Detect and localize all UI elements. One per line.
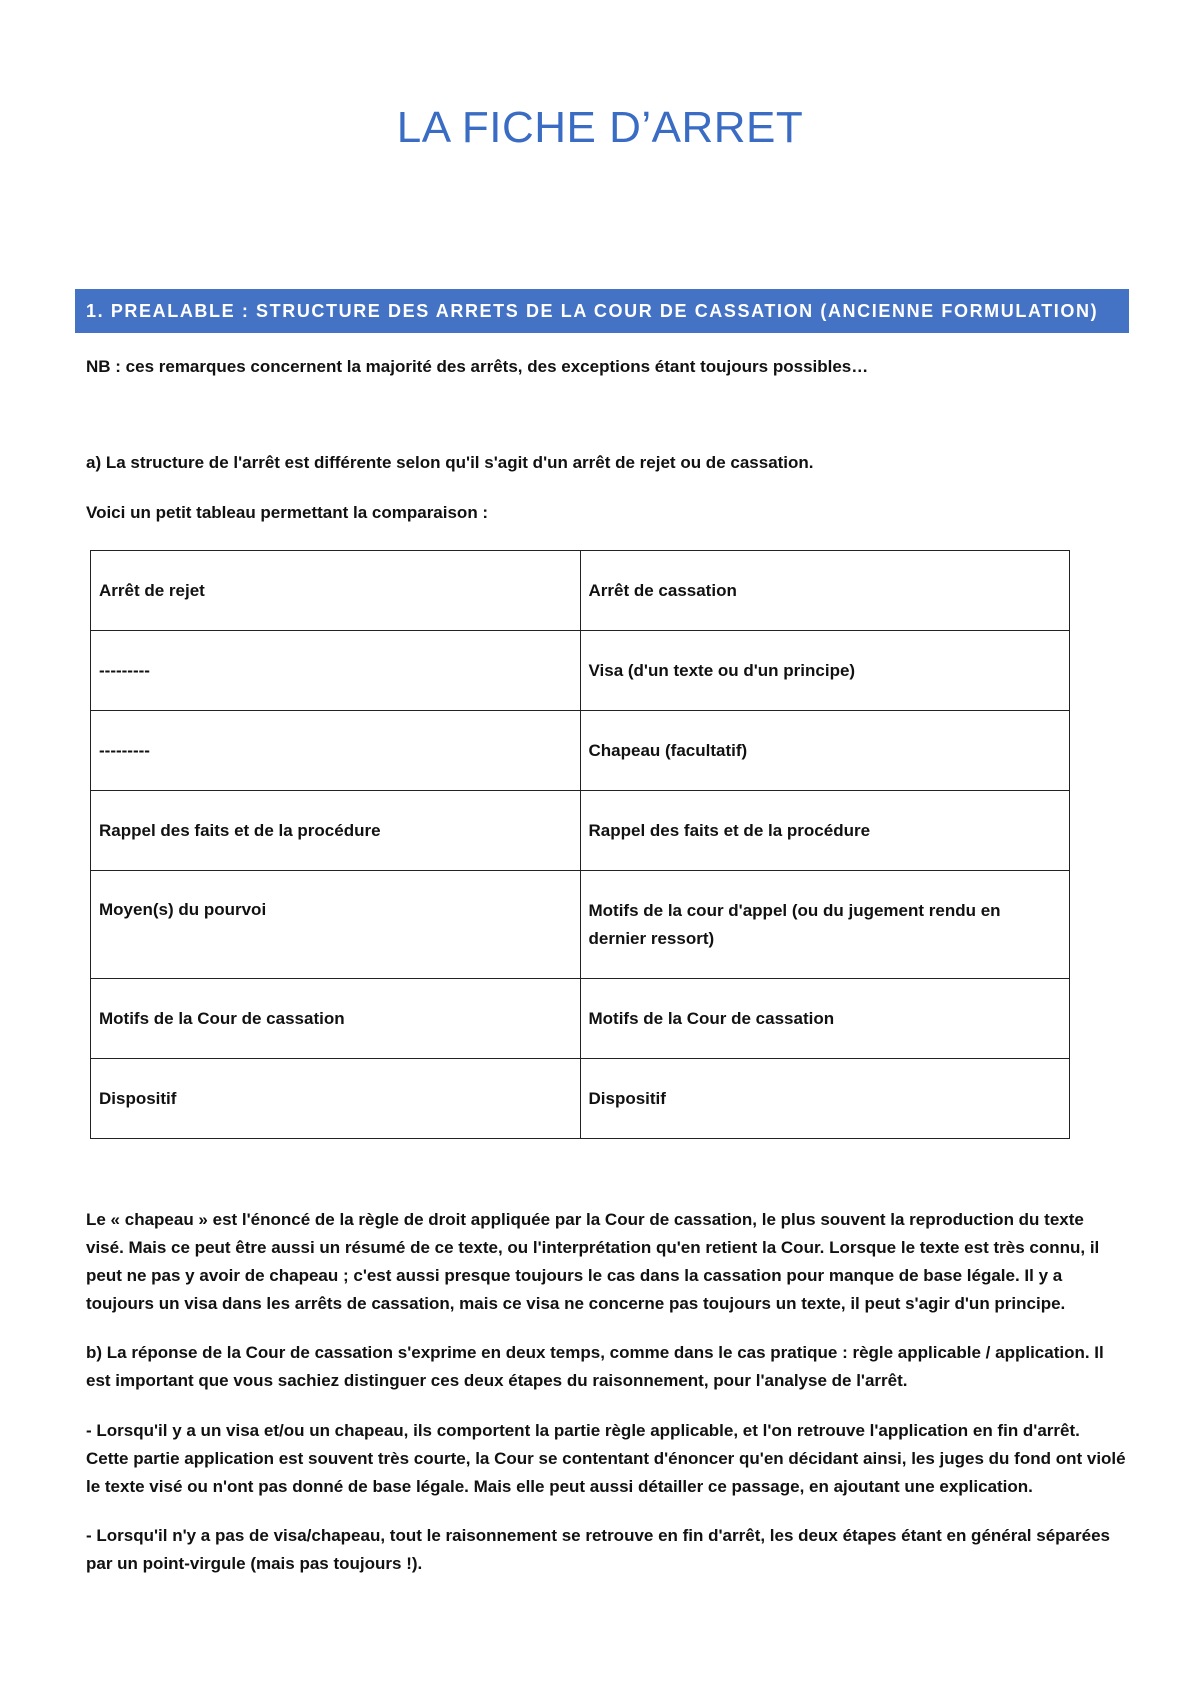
header-rejet: Arrêt de rejet [91,551,581,631]
table-intro: Voici un petit tableau permettant la comparaison : [86,503,489,522]
nb-note: NB : ces remarques concernent la majorité des arrêts, des exceptions étant toujours possibles… [86,357,869,376]
point-a-paragraph: a) La structure de l'arrêt est différente selon qu'il s'agit d'un arrêt de rejet ou de cassation. [86,453,814,472]
cell-rejet: --------- [91,631,581,711]
cell-cassation: Motifs de la Cour de cassation [580,979,1070,1059]
table-row [91,871,1070,979]
cell-cassation: Motifs de la cour d'appel (ou du jugement rendu en dernier ressort) [580,871,1070,979]
cell-rejet: Motifs de la Cour de cassation [91,979,581,1059]
point-b-paragraph: b) La réponse de la Cour de cassation s'exprime en deux temps, comme dans le cas pratique : règle applicable / application. Il est important que vous sachiez distinguer ces deux étapes du raisonnement, pour l'analyse de l'arrêt. [86,1343,1104,1390]
cell-rejet: Rappel des faits et de la procédure [91,791,581,871]
chapeau-paragraph: Le « chapeau » est l'énoncé de la règle de droit appliquée par la Cour de cassation, le plus souvent la reproduction du texte visé. Mais ce peut être aussi un résumé de ce texte, ou l'interprétation qu'en retient la Cour. Lorsque le texte est très connu, il peut ne pas y avoir de chapeau ; c'est aussi presque toujours le cas dans la cassation pour manque de base légale. Il y a toujours un visa dans les arrêts de cassation, mais ce visa ne concerne pas toujours un texte, il peut s'agir d'un principe. [86,1210,1100,1313]
cell-rejet: Dispositif [91,1059,581,1139]
cell-cassation: Dispositif [580,1059,1070,1139]
cell-rejet: Moyen(s) du pourvoi [91,871,581,979]
no-visa-case-paragraph: - Lorsqu'il n'y a pas de visa/chapeau, tout le raisonnement se retrouve en fin d'arrêt, les deux étapes étant en général séparées par un point-virgule (mais pas toujours !). [86,1526,1110,1573]
table-row [91,711,1070,791]
cell-cassation: Visa (d'un texte ou d'un principe) [580,631,1070,711]
cell-cassation: Rappel des faits et de la procédure [580,791,1070,871]
cell-rejet: --------- [91,711,581,791]
table-row [91,631,1070,711]
header-cassation: Arrêt de cassation [580,551,1070,631]
comparison-table [90,550,1070,1139]
table-row [91,979,1070,1059]
section-heading: 1. PREALABLE : STRUCTURE DES ARRETS DE LA COUR DE CASSATION (ANCIENNE FORMULATION) [75,289,1129,333]
visa-case-paragraph: - Lorsqu'il y a un visa et/ou un chapeau, ils comportent la partie règle applicable, et l'on retrouve l'application en fin d'arrêt. Cette partie application est souvent très courte, la Cour se contentant d'énoncer qu'en décidant ainsi, les juges du fond ont violé le texte visé ou n'ont pas donné de base légale. Mais elle peut aussi détailler ce passage, en ajoutant une explication. [86,1421,1126,1496]
cell-cassation: Chapeau (facultatif) [580,711,1070,791]
table-row [91,1059,1070,1139]
document-title: LA FICHE D’ARRET [396,103,804,152]
table-row [91,791,1070,871]
table-header-row [91,551,1070,631]
